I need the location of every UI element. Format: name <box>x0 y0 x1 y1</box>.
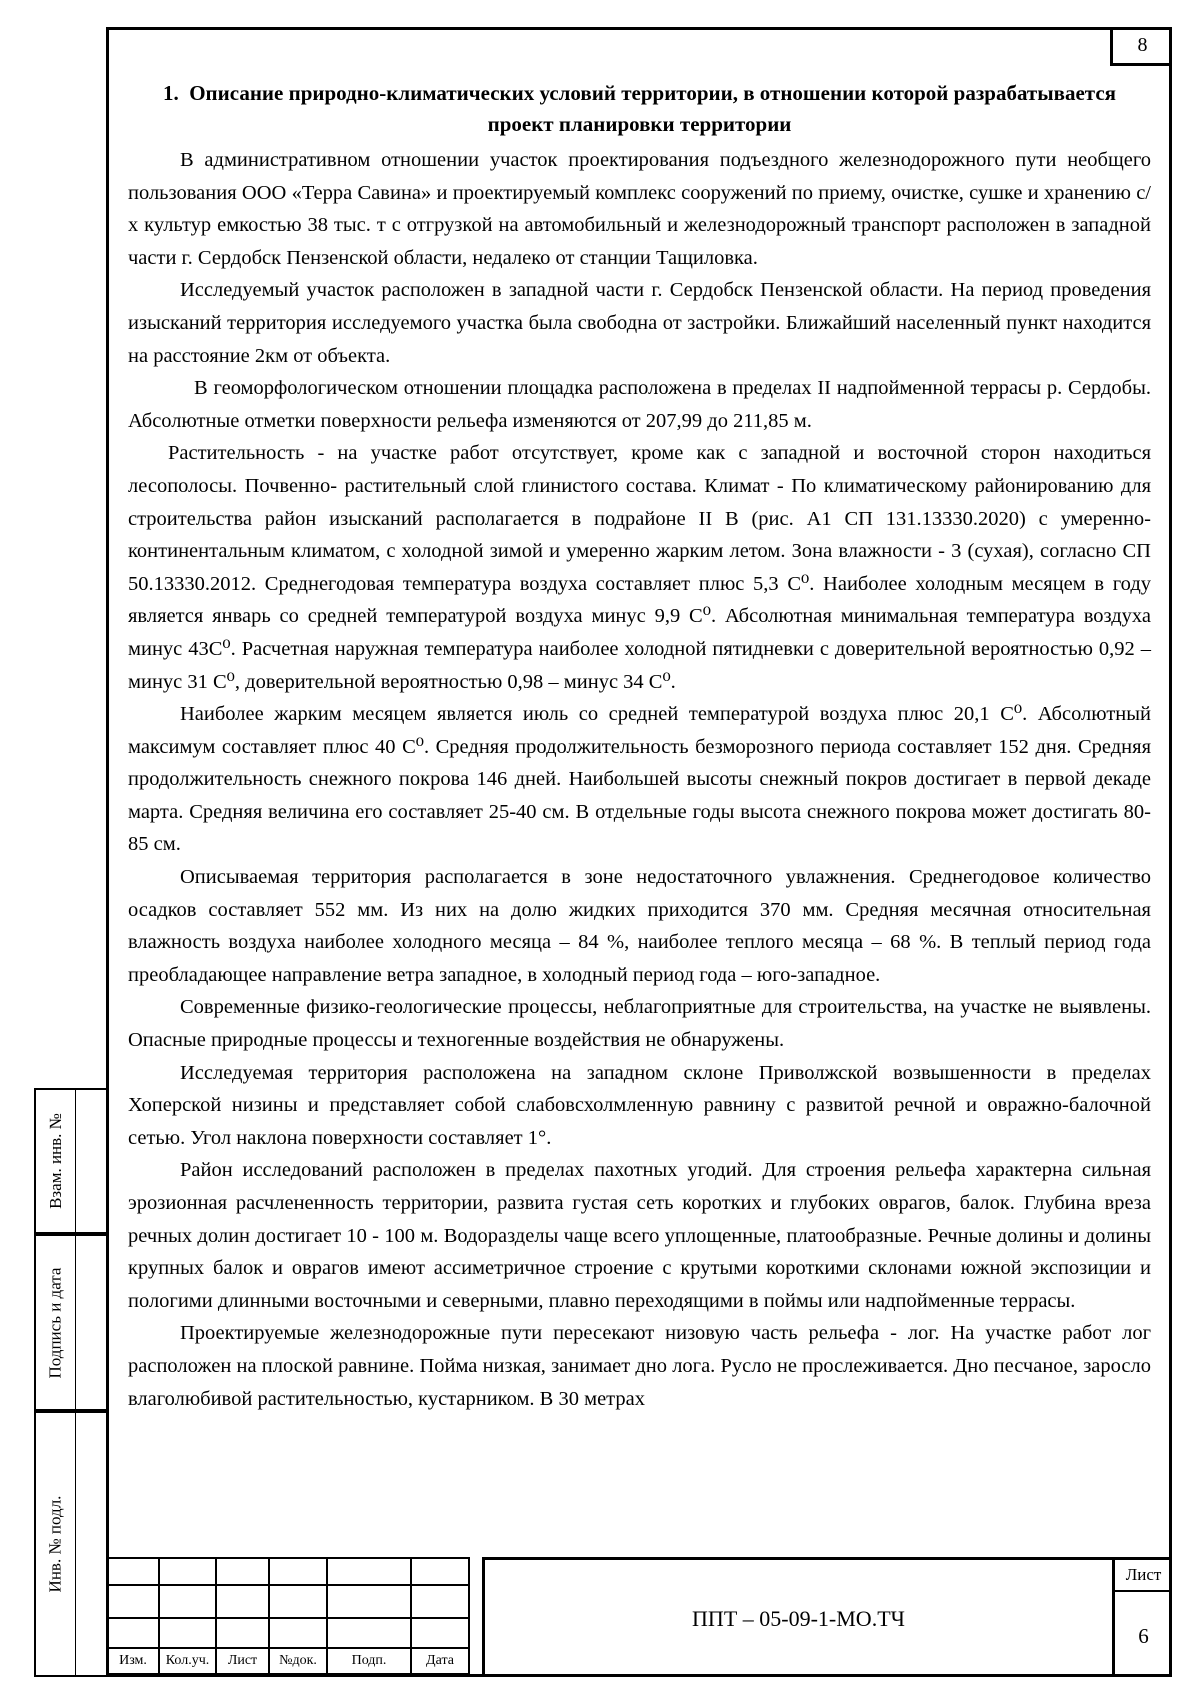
sheet-box <box>1112 1557 1172 1677</box>
col-date: Дата <box>411 1648 469 1674</box>
side-label-original-inv: Инв. № подл. <box>45 1495 65 1593</box>
paragraph-3: В геоморфологическом отношении площадка расположена в пределах II надпойменной террасы р. Сердобы. Абсолютные отметки поверхности рельефа изменяются от 207,99 до 211,85 м. <box>128 377 1151 432</box>
side-cell-original-inv <box>34 1411 75 1677</box>
col-change: Изм. <box>107 1648 159 1674</box>
paragraph-4: Растительность - на участке работ отсутствует, кроме как с западной и восточной сторон находиться лесополосы. Почвенно- растительный слой глинистого состава. Климат - По климатическому районированию для строительства район изысканий располагается в подрайоне II В (рис. А1 СП 131.13330.2020) с умеренно- континентальным климатом, с холодной зимой и умеренно жарким летом. Зона влажности - 3 (сухая), согласно СП 50.13330.2012. Среднегодовая температура воздуха составляет плюс 5,3 С⁰. Наиболее холодным месяцем в году является январь со средней температурой воздуха минус 9,9 С⁰. Абсолютная минимальная температура воздуха минус 43С⁰. Расчетная наружная температура наиболее холодной пятидневки с доверительной вероятностью 0,92 – минус 31 С⁰, доверительной вероятностью 0,98 – минус 34 С⁰. <box>128 442 1151 693</box>
paragraph-8: Исследуемая территория расположена на западном склоне Приволжской возвышенности в пределах Хоперской низины и представляет собой слабовсхолмленную равнину с развитой речной и овражно-балочной сетью. Угол наклона поверхности составляет 1°. <box>128 1061 1151 1149</box>
paragraph-1: В административном отношении участок проектирования подъездного железнодорожного пути необщего пользования ООО «Терра Савина» и проектируемый комплекс сооружений по приему, очистке, сушке и хранению с/х культур емкостью 38 тыс. т с отгрузкой на автомобильный и железнодорожный транспорт расположен в западной части г. Сердобск Пензенской области, недалеко от станции Тащиловка. <box>128 149 1151 269</box>
side-blank-replacement-inv <box>75 1088 106 1234</box>
col-signature: Подп. <box>327 1648 411 1674</box>
title-block <box>106 1557 1172 1677</box>
side-label-replacement-inv: Взам. инв. № <box>45 1113 65 1209</box>
paragraph-9: Район исследований расположен в пределах пахотных угодий. Для строения рельефа характерна сильная эрозионная расчлененность территории, развита густая сеть коротких и глубоких оврагов, балок. Глубина вреза речных долин достигает 10 - 100 м. Водоразделы чаще всего уплощенные, платообразные. Речные долины и долины крупных балок и оврагов имеют ассиметричное строение с крутыми короткими склонами южной экспозиции и пологими длинными восточными и северными, плавно переходящими в поймы или надпойменные террасы. <box>128 1159 1151 1312</box>
side-blank-original-inv <box>75 1411 106 1677</box>
paragraph-10: Проектируемые железнодорожные пути пересекают низовую часть рельефа - лог. На участке работ лог расположен на плоской равнине. Пойма низкая, занимает дно лога. Русло не прослеживается. Дно песчаное, заросло влаголюбивой растительностью, кустарником. В 30 метрах <box>128 1322 1151 1410</box>
document-code: ППТ – 05-09-1-МО.ТЧ <box>482 1557 1112 1677</box>
side-label-signature-date: Подпись и дата <box>45 1267 65 1378</box>
section-title: 1. Описание природно-климатических условий территории, в отношении которой разрабатывается проект планировки территории <box>162 81 1117 136</box>
side-cell-replacement-inv <box>34 1088 75 1234</box>
side-blank-signature-date <box>75 1234 106 1411</box>
paragraph-6: Описываемая территория располагается в зоне недостаточного увлажнения. Среднегодовое количество осадков составляет 552 мм. Из них на долю жидких приходится 370 мм. Средняя месячная относительная влажность воздуха наиболее холодного месяца – 84 %, наиболее теплого месяца – 68 %. В теплый период года преобладающее направление ветра западное, в холодный период года – юго-западное. <box>128 866 1151 986</box>
col-sheet: Лист <box>216 1648 269 1674</box>
sheet-label: Лист <box>1115 1560 1172 1592</box>
sheet-number: 6 <box>1138 1624 1149 1648</box>
paragraph-7: Современные физико-геологические процессы, неблагоприятные для строительства, на участке не выявлены. Опасные природные процессы и техногенные воздействия не обнаружены. <box>128 996 1151 1052</box>
revision-table <box>106 1557 470 1675</box>
page-number: 8 <box>1110 27 1172 66</box>
side-cell-signature-date <box>34 1234 75 1411</box>
col-doc-number: №док. <box>269 1648 327 1674</box>
col-quantity: Кол.уч. <box>159 1648 216 1674</box>
paragraph-2: Исследуемый участок расположен в западной части г. Сердобск Пензенской области. На период проведения изысканий территория исследуемого участка была свободна от застройки. Ближайший населенный пункт находится на расстояние 2км от объекта. <box>128 279 1151 367</box>
document-body <box>128 78 1151 1415</box>
paragraph-5: Наиболее жарким месяцем является июль со средней температурой воздуха плюс 20,1 С⁰. Абсолютный максимум составляет плюс 40 С⁰. Средняя продолжительность безморозного периода составляет 152 дня. Средняя продолжительность снежного покрова 146 дней. Наибольшей высоты снежный покров достигает в первой декаде марта. Средняя величина его составляет 25-40 см. В отдельные годы высота снежного покрова может достигать 80-85 см. <box>128 703 1151 856</box>
